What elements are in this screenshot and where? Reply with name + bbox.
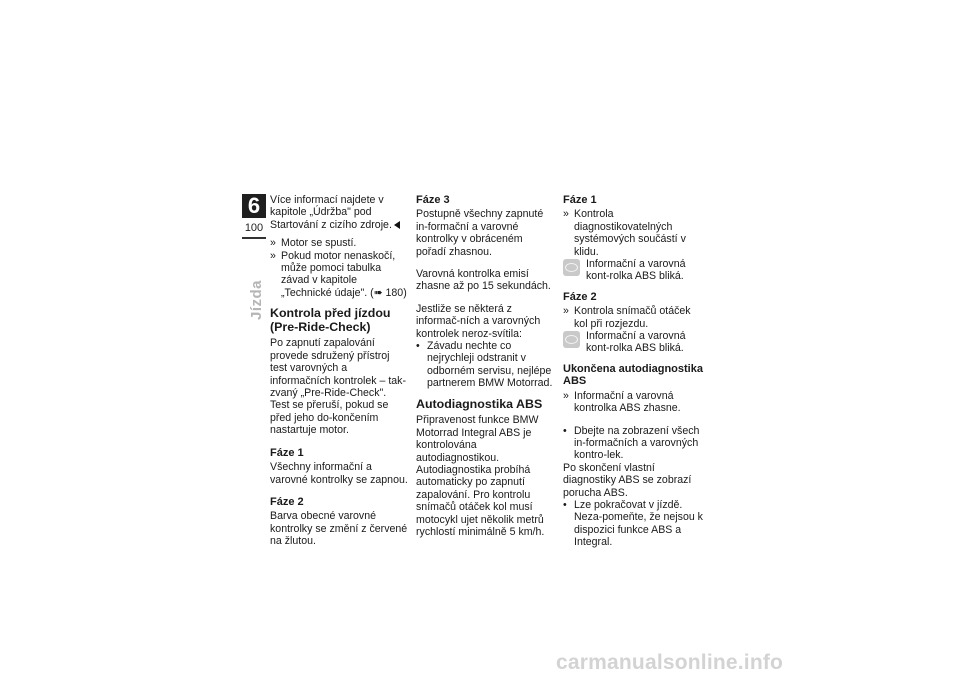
step-item: » Informační a varovná kontrolka ABS zhasne. bbox=[563, 389, 681, 415]
step-marker-icon: » bbox=[563, 208, 569, 221]
watermark-footer: carmanualsonline.info bbox=[556, 651, 784, 674]
step-item: » Kontrola diagnostikovatelných systémových součástí v klidu. bbox=[563, 208, 686, 258]
step-item: » Pokud motor nenaskočí, může pomoci tabulka závad v kapitole „Technické údaje". (➠ 180) bbox=[270, 249, 407, 299]
phase-heading: Fáze 2 bbox=[270, 495, 304, 508]
section-heading: Autodiagnostika ABS bbox=[416, 396, 543, 411]
phase-heading: Fáze 2 bbox=[563, 290, 597, 303]
step-marker-icon: » bbox=[270, 237, 276, 250]
abs-warning-lamp-icon bbox=[563, 259, 580, 276]
bullet-icon: • bbox=[416, 340, 420, 353]
bullet-item: • Lze pokračovat v jízdě. Neza-pomeňte, že nejsou k dispozici funkce ABS a Integral. bbox=[563, 498, 703, 549]
end-mark-icon bbox=[394, 221, 400, 229]
abs-warning-lamp-icon bbox=[563, 331, 580, 348]
section-heading: Kontrola před jízdou (Pre-Ride-Check) bbox=[270, 306, 391, 334]
intro-paragraph: Více informací najdete v kapitole „Údržba" pod Startování z cizího zdroje. bbox=[270, 194, 408, 231]
body-paragraph: Jestliže se některá z informač-ních a varovných kontrolek neroz-svítila: bbox=[416, 302, 541, 340]
column-3 bbox=[563, 194, 703, 549]
page-number: 100 bbox=[244, 222, 264, 234]
column-1 bbox=[270, 194, 408, 558]
page-number-underline bbox=[242, 237, 266, 239]
body-paragraph: Všechny informační a varovné kontrolky se zapnou. bbox=[270, 461, 408, 486]
phase-heading: Ukončena autodiagnostika ABS bbox=[563, 362, 703, 388]
chapter-tab: 6 bbox=[242, 194, 266, 218]
lamp-status: Informační a varovná kont-rolka ABS bliká. bbox=[563, 258, 703, 283]
body-paragraph: Po skončení vlastní diagnostiky ABS se zobrazí porucha ABS. bbox=[563, 461, 692, 499]
step-marker-icon: » bbox=[563, 389, 569, 402]
arrow-icon: ➠ bbox=[373, 286, 383, 299]
step-marker-icon: » bbox=[270, 249, 276, 262]
column-2 bbox=[416, 194, 554, 548]
bullet-item: • Závadu nechte co nejrychleji odstranit v odborném servisu, nejlépe partnerem BMW Motorrad. bbox=[416, 340, 553, 390]
section-side-title: Jízda bbox=[248, 279, 265, 320]
bullet-icon: • bbox=[563, 498, 567, 511]
body-paragraph: Připravenost funkce BMW Motorrad Integral ABS je kontrolována autodiagnostikou. Autodiagnostika probíhá automaticky po zapnutí zapalování. Pro kontrolu snímačů otáček kol musí motocykl ujet několik metrů rychlostí minimálně 5 km/h. bbox=[416, 414, 545, 538]
step-item: » Kontrola snímačů otáček kol při rozjezdu. bbox=[563, 305, 691, 330]
bullet-icon: • bbox=[563, 424, 567, 437]
step-marker-icon: » bbox=[563, 305, 569, 318]
bullet-item: • Dbejte na zobrazení všech in-formačních a varovných kontro-lek. bbox=[563, 424, 700, 462]
body-paragraph: Po zapnutí zapalování provede sdružený přístroj test varovných a informačních kontrolek – tak-zvaný „Pre-Ride-Check". Test se přeruší, pokud se před jeho do-končením nastartuje motor. bbox=[270, 337, 407, 437]
body-paragraph: Barva obecné varovné kontrolky se změní z červené na žlutou. bbox=[270, 510, 408, 548]
note-paragraph: Varovná kontrolka emisí zhasne až po 15 sekundách. bbox=[416, 268, 551, 293]
body-paragraph: Postupně všechny zapnuté in-formační a varovné kontrolky v obráceném pořadí zhasnou. bbox=[416, 208, 544, 258]
phase-heading: Fáze 1 bbox=[270, 446, 304, 459]
phase-heading: Fáze 3 bbox=[416, 194, 450, 206]
step-item: » Motor se spustí. bbox=[270, 237, 357, 250]
lamp-status: Informační a varovná kont-rolka ABS bliká. bbox=[563, 330, 703, 355]
phase-heading: Fáze 1 bbox=[563, 194, 597, 206]
